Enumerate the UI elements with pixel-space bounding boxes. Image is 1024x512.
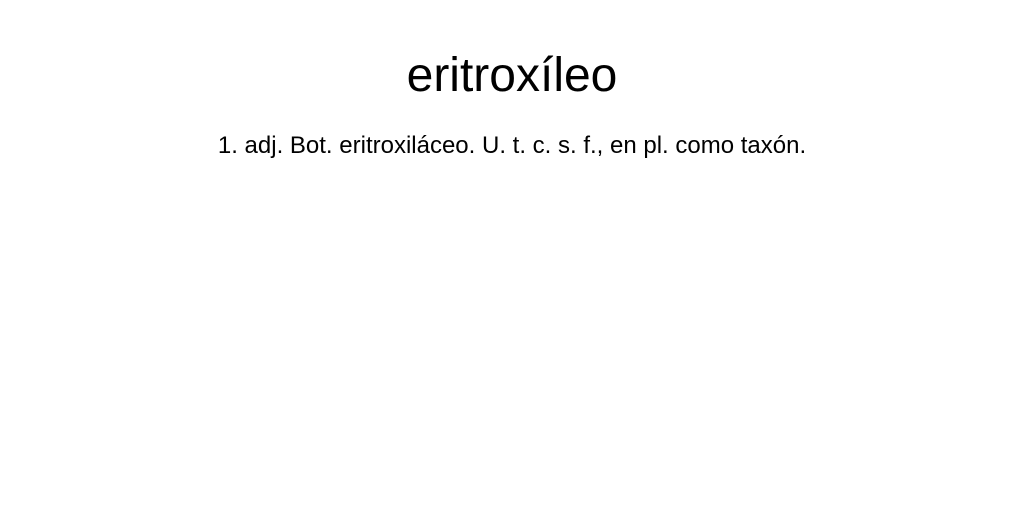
entry-definition: 1. adj. Bot. eritroxiláceo. U. t. c. s. f., en pl. como taxón. <box>217 132 807 159</box>
entry-headword: eritroxíleo <box>406 49 618 102</box>
